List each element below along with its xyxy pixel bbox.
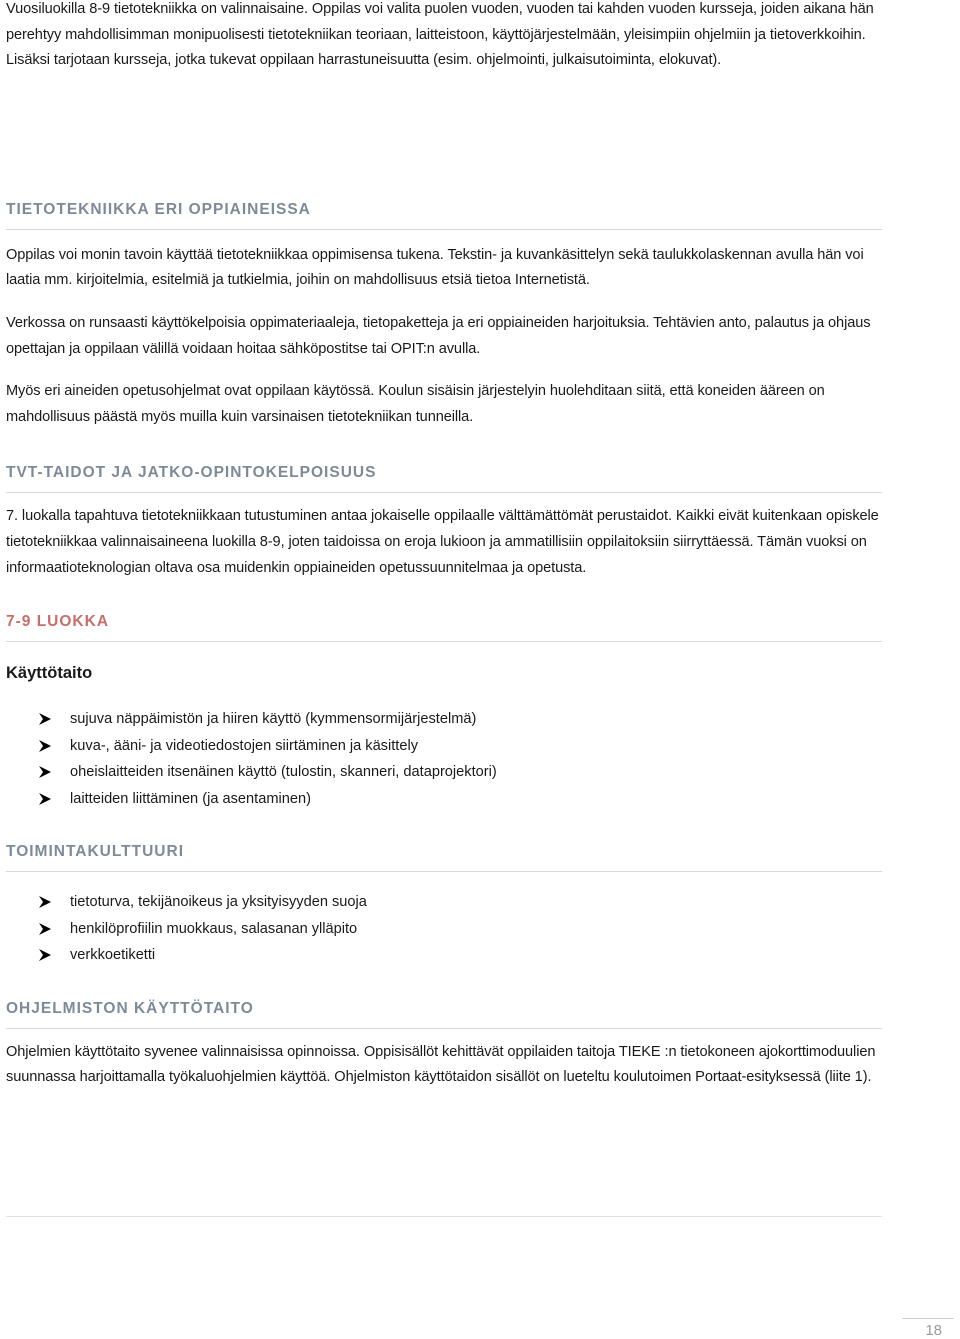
document-page (6, 0, 882, 1091)
arrow-bullet-icon (38, 895, 52, 909)
intro-paragraph: Vuosiluokilla 8-9 tietotekniikka on valinnaisaine. Oppilas voi valita puolen vuoden, vuoden tai kahden vuoden kursseja, joiden aikana hän perehtyy mahdollisimman monipuolisesti tietotekniikan teoriaan, laitteistoon, käyttöjärjestelmään, yleisimpiin ohjelmiin ja tietoverkkoihin. Lisäksi tarjotaan kursseja, jotka tukevat oppilaan harrastuneisuutta (esim. ohjelmointi, julkaisutoiminta, elokuvat). (6, 1, 874, 69)
list-item-text: laitteiden liittäminen (ja asentaminen) (70, 790, 311, 807)
section-divider (6, 492, 882, 493)
section-heading-tietotekniikka: TIETOTEKNIIKKA ERI OPPIAINEISSA (6, 200, 311, 218)
list-item (6, 916, 882, 943)
section-heading-tvt-taidot: TVT-TAIDOT JA JATKO-OPINTOKELPOISUUS (6, 464, 377, 482)
list-item (6, 786, 882, 813)
list-item (6, 706, 882, 733)
page-number: 18 (925, 1322, 942, 1339)
arrow-bullet-icon (38, 739, 52, 753)
list-item-text: kuva-, ääni- ja videotiedostojen siirtäminen ja käsittely (70, 737, 418, 754)
list-item (6, 733, 882, 760)
section-heading-ohjelmiston-kayttotaito: OHJELMISTON KÄYTTÖTAITO (6, 999, 254, 1017)
paragraph: Ohjelmien käyttötaito syvenee valinnaisissa opinnoissa. Oppisisällöt kehittävät oppilaiden taitoja TIEKE :n tietokoneen ajokorttimoduulien suunnassa harjoittamalla työkaluohjelmien käyttöä. Ohjelmiston käyttötaidon sisällöt on lueteltu koulutoimen Portaat-esityksessä (liite 1). (6, 1043, 876, 1086)
arrow-bullet-icon (38, 765, 52, 779)
paragraph: Verkossa on runsaasti käyttökelpoisia oppimateriaaleja, tietopaketteja ja eri oppiaineiden harjoituksia. Tehtävien anto, palautus ja ohjaus opettajan ja oppilaan välillä voidaan hoitaa sähköpostitse tai OPIT:n avulla. (6, 314, 871, 357)
footer-divider (902, 1318, 954, 1319)
paragraph: 7. luokalla tapahtuva tietotekniikkaan tutustuminen antaa jokaiselle oppilaalle välttämättömät perustaidot. Kaikki eivät kuitenkaan opiskele tietotekniikkaa valinnaisaineena luokilla 8-9, joten taidoissa on eroja lukioon ja ammatillisiin oppilaitoksiin siirryttäessä. Tämän vuoksi on informaatioteknologian oltava osa muidenkin oppiaineiden opetussuunnitelmaa ja opetusta. (6, 508, 879, 576)
subheading-kayttotaito: Käyttötaito (6, 664, 93, 683)
list-item (6, 889, 882, 916)
arrow-bullet-icon (38, 792, 52, 806)
paragraph: Oppilas voi monin tavoin käyttää tietotekniikkaa oppimisensa tukena. Tekstin- ja kuvankäsittelyn sekä taulukkolaskennan avulla hän voi laatia mm. kirjoitelmia, esitelmiä ja tutkielmia, joihin on mahdollisuus etsiä tietoa Internetistä. (6, 246, 864, 289)
section-divider (6, 641, 882, 642)
list-item (6, 942, 882, 969)
bottom-divider (6, 1216, 882, 1217)
paragraph: Myös eri aineiden opetusohjelmat ovat oppilaan käytössä. Koulun sisäisin järjestelyin huolehditaan siitä, että koneiden ääreen on mahdollisuus päästä myös muilla kuin varsinaisen tietotekniikan tunneilla. (6, 383, 825, 425)
list-item-text: verkkoetiketti (70, 947, 156, 964)
section-heading-7-9-luokka: 7-9 LUOKKA (6, 613, 110, 631)
toimintakulttuuri-list (6, 889, 882, 969)
section-divider (6, 871, 882, 872)
arrow-bullet-icon (38, 948, 52, 962)
kayttotaito-list (6, 706, 882, 812)
section-divider (6, 229, 882, 230)
section-heading-toimintakulttuuri: TOIMINTAKULTTUURI (6, 843, 185, 861)
arrow-bullet-icon (38, 922, 52, 936)
list-item-text: henkilöprofiilin muokkaus, salasanan ylläpito (70, 920, 358, 937)
list-item-text: tietoturva, tekijänoikeus ja yksityisyyden suoja (70, 894, 367, 911)
list-item (6, 759, 882, 786)
section-divider (6, 1028, 882, 1029)
arrow-bullet-icon (38, 712, 52, 726)
list-item-text: sujuva näppäimistön ja hiiren käyttö (kymmensormijärjestelmä) (70, 711, 477, 728)
list-item-text: oheislaitteiden itsenäinen käyttö (tulostin, skanneri, dataprojektori) (70, 764, 497, 781)
